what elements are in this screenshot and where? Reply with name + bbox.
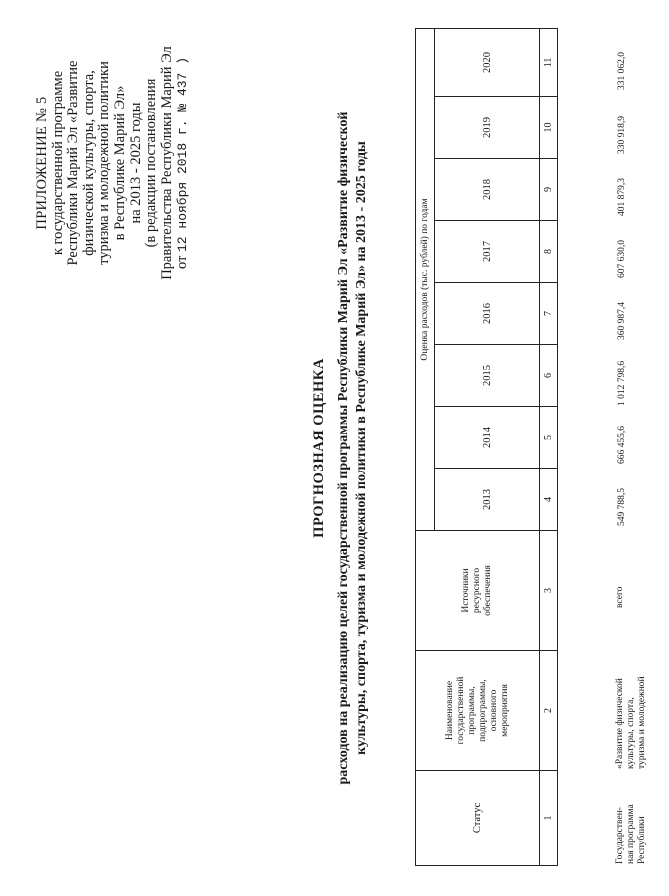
column-number: 2 <box>540 651 558 771</box>
appendix-line: к государственной программе <box>49 70 66 256</box>
header-years-group: Оценка расходов (тыс. рублей) по годам <box>416 28 435 530</box>
year-cell: 2018 <box>435 159 540 221</box>
column-number: 5 <box>540 407 558 469</box>
row-source: всего <box>615 586 625 608</box>
appendix-line: в Республике Марий Эл» <box>111 85 128 241</box>
appendix-date-line <box>175 33 191 293</box>
year-cell: 2014 <box>435 407 540 469</box>
subtitle-line: расходов на реализацию целей государственной программы Республики Марий Эл «Развитие физической <box>336 111 351 785</box>
year-cell: 2019 <box>435 97 540 159</box>
rotated-document-page <box>15 13 647 883</box>
table-row <box>609 28 669 866</box>
year-cell: 2015 <box>435 345 540 407</box>
column-number: 6 <box>540 345 558 407</box>
row-value-2015: 1 012 798,6 <box>617 360 627 406</box>
appendix-line: Правительства Республики Марий Эл <box>158 46 175 280</box>
column-number: 1 <box>540 771 558 866</box>
row-value-2019: 330 918,9 <box>617 116 627 154</box>
row-value-2020: 331 062,0 <box>617 52 627 90</box>
column-number: 8 <box>540 221 558 283</box>
column-number: 7 <box>540 283 558 345</box>
row-program-name: «Развитие физической культуры, спорта, туризма и молодежной <box>615 676 647 769</box>
year-cell: 2017 <box>435 221 540 283</box>
appendix-line: (в редакции постановления <box>143 78 160 248</box>
budget-table <box>415 28 558 866</box>
year-cell: 2020 <box>435 28 540 96</box>
appendix-block <box>35 33 191 293</box>
year-cell: 2016 <box>435 283 540 345</box>
header-program-name: Наименование государственной программы, подпрограммы, основного мероприятия <box>416 651 540 771</box>
column-number: 9 <box>540 159 558 221</box>
column-number: 4 <box>540 469 558 531</box>
appendix-line: на 2013 - 2025 годы <box>127 102 144 224</box>
header-status: Статус <box>416 771 540 866</box>
row-value-2017: 607 630,0 <box>617 240 627 278</box>
row-status: Государствен- ная программа Республики <box>615 804 647 864</box>
appendix-heading: ПРИЛОЖЕНИЕ № 5 <box>34 96 50 230</box>
appendix-line: физической культуры, спорта, <box>80 70 97 256</box>
row-value-2013: 549 788,5 <box>617 488 627 526</box>
appendix-line: Республики Марий Эл «Развитие <box>65 60 82 266</box>
row-value-2016: 360 987,4 <box>617 302 627 340</box>
column-number: 11 <box>540 28 558 96</box>
appendix-date-prefix: от <box>174 255 191 270</box>
row-value-2018: 401 879,3 <box>617 178 627 216</box>
subtitle-line: культуры, спорта, туризма и молодежной политики в Республике Марий Эл» на 2013 - 2025 годы <box>353 141 369 755</box>
document-subtitle <box>335 23 370 873</box>
header-sources: Источники ресурсного обеспечения <box>416 531 540 651</box>
year-cell: 2013 <box>435 469 540 531</box>
column-number: 10 <box>540 97 558 159</box>
column-number: 3 <box>540 531 558 651</box>
row-value-2014: 666 455,6 <box>617 426 627 464</box>
appendix-date-value: 12 ноября 2018 г. № 437 ) <box>175 56 191 253</box>
appendix-line: туризма и молодежной политики <box>96 61 113 265</box>
document-title: ПРОГНОЗНАЯ ОЦЕНКА <box>311 358 327 538</box>
